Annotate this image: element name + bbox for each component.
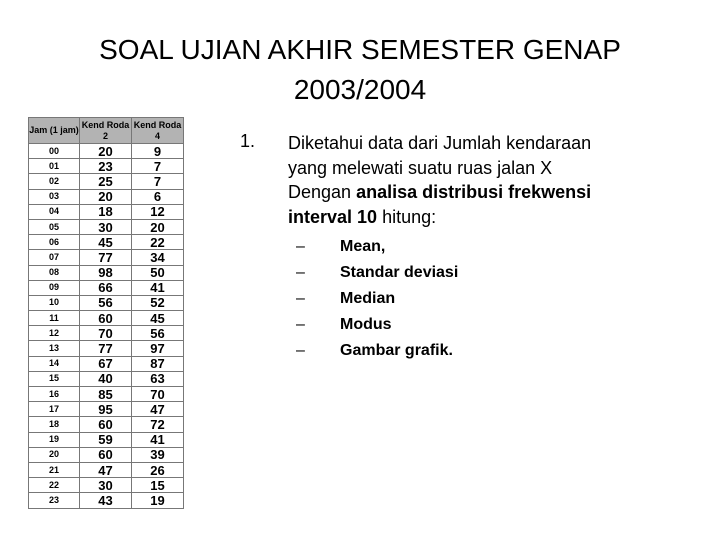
- cell-roda-2: 60: [80, 311, 132, 326]
- cell-roda-4: 12: [132, 204, 184, 219]
- cell-jam: 06: [29, 235, 80, 250]
- cell-jam: 10: [29, 295, 80, 310]
- cell-jam: 05: [29, 219, 80, 234]
- table-row: [29, 387, 184, 402]
- cell-jam: 03: [29, 189, 80, 204]
- table-row: [29, 356, 184, 371]
- cell-roda-4: 41: [132, 280, 184, 295]
- table-row: [29, 371, 184, 386]
- table-row: [29, 144, 184, 159]
- cell-roda-4: 52: [132, 295, 184, 310]
- cell-roda-2: 18: [80, 204, 132, 219]
- dash-bullet: –: [296, 264, 305, 281]
- cell-jam: 15: [29, 371, 80, 386]
- cell-jam: 00: [29, 144, 80, 159]
- cell-roda-2: 98: [80, 265, 132, 280]
- cell-roda-2: 23: [80, 159, 132, 174]
- header-jam: Jam (1 jam): [29, 118, 80, 144]
- traffic-data-table: [28, 117, 184, 509]
- cell-roda-4: 15: [132, 478, 184, 493]
- cell-jam: 19: [29, 432, 80, 447]
- cell-jam: 16: [29, 387, 80, 402]
- table-row: [29, 265, 184, 280]
- cell-roda-2: 47: [80, 462, 132, 477]
- table-row: [29, 432, 184, 447]
- task-item: [296, 260, 458, 286]
- cell-roda-2: 20: [80, 144, 132, 159]
- cell-jam: 02: [29, 174, 80, 189]
- dash-bullet: –: [296, 342, 305, 359]
- cell-roda-4: 41: [132, 432, 184, 447]
- question-line-1: Diketahui data dari Jumlah kendaraan: [288, 133, 592, 153]
- cell-jam: 12: [29, 326, 80, 341]
- table-row: [29, 219, 184, 234]
- title-line-2: 2003/2004: [293, 74, 427, 105]
- question-line-3: [288, 180, 688, 205]
- cell-jam: 20: [29, 447, 80, 462]
- cell-roda-4: 19: [132, 493, 184, 508]
- cell-roda-4: 47: [132, 402, 184, 417]
- header-roda-4: Kend Roda 4: [132, 118, 184, 144]
- cell-roda-2: 77: [80, 341, 132, 356]
- cell-roda-4: 7: [132, 159, 184, 174]
- cell-roda-2: 95: [80, 402, 132, 417]
- cell-jam: 18: [29, 417, 80, 432]
- cell-roda-2: 70: [80, 326, 132, 341]
- table-row: [29, 417, 184, 432]
- cell-roda-2: 30: [80, 478, 132, 493]
- table-row: [29, 493, 184, 508]
- cell-jam: 04: [29, 204, 80, 219]
- question-number: 1.: [240, 131, 256, 151]
- question-line-3-text: Dengan: [288, 182, 357, 202]
- cell-jam: 21: [29, 462, 80, 477]
- table-row: [29, 159, 184, 174]
- table-row: [29, 204, 184, 219]
- cell-jam: 08: [29, 265, 80, 280]
- cell-roda-2: 45: [80, 235, 132, 250]
- cell-roda-2: 40: [80, 371, 132, 386]
- cell-jam: 14: [29, 356, 80, 371]
- header-roda-2: Kend Roda 2: [80, 118, 132, 144]
- question-text: [288, 131, 688, 229]
- task-label: Median: [340, 290, 396, 307]
- cell-roda-2: 25: [80, 174, 132, 189]
- table-row: [29, 174, 184, 189]
- table-row: [29, 447, 184, 462]
- table-row: [29, 280, 184, 295]
- table-row: [29, 311, 184, 326]
- cell-roda-4: 87: [132, 356, 184, 371]
- task-item: [296, 286, 458, 312]
- cell-roda-2: 20: [80, 189, 132, 204]
- cell-roda-4: 70: [132, 387, 184, 402]
- question-line-4: [288, 205, 688, 230]
- cell-jam: 22: [29, 478, 80, 493]
- cell-roda-2: 60: [80, 417, 132, 432]
- task-label: Mean,: [340, 238, 386, 255]
- dash-bullet: –: [296, 238, 305, 255]
- slide-title: [0, 30, 720, 110]
- task-item: [296, 338, 458, 364]
- cell-roda-4: 56: [132, 326, 184, 341]
- cell-roda-4: 9: [132, 144, 184, 159]
- cell-roda-2: 30: [80, 219, 132, 234]
- task-label: Standar deviasi: [340, 264, 459, 281]
- cell-roda-2: 43: [80, 493, 132, 508]
- table-row: [29, 402, 184, 417]
- cell-jam: 09: [29, 280, 80, 295]
- cell-roda-4: 20: [132, 219, 184, 234]
- cell-roda-4: 6: [132, 189, 184, 204]
- cell-roda-2: 56: [80, 295, 132, 310]
- cell-roda-4: 39: [132, 447, 184, 462]
- cell-jam: 11: [29, 311, 80, 326]
- question-line-3-emphasis: analisa distribusi frekwensi: [356, 182, 592, 202]
- task-item: [296, 312, 458, 338]
- cell-roda-2: 59: [80, 432, 132, 447]
- cell-roda-4: 50: [132, 265, 184, 280]
- title-line-1: SOAL UJIAN AKHIR SEMESTER GENAP: [99, 34, 621, 65]
- cell-jam: 13: [29, 341, 80, 356]
- table-row: [29, 326, 184, 341]
- table-row: [29, 295, 184, 310]
- cell-roda-4: 97: [132, 341, 184, 356]
- table-row: [29, 478, 184, 493]
- cell-roda-2: 66: [80, 280, 132, 295]
- table-row: [29, 235, 184, 250]
- task-label: Modus: [340, 316, 392, 333]
- cell-roda-2: 77: [80, 250, 132, 265]
- question-line-2: yang melewati suatu ruas jalan X: [288, 157, 553, 178]
- cell-roda-4: 45: [132, 311, 184, 326]
- table-row: [29, 341, 184, 356]
- cell-jam: 07: [29, 250, 80, 265]
- cell-jam: 23: [29, 493, 80, 508]
- dash-bullet: –: [296, 290, 305, 307]
- task-item: [296, 234, 458, 260]
- cell-roda-4: 63: [132, 371, 184, 386]
- cell-roda-4: 26: [132, 462, 184, 477]
- table-row: [29, 189, 184, 204]
- table-row: [29, 462, 184, 477]
- cell-roda-4: 7: [132, 174, 184, 189]
- cell-roda-4: 34: [132, 250, 184, 265]
- question-line-4-text: hitung:: [377, 206, 437, 227]
- task-label: Gambar grafik.: [340, 342, 453, 359]
- cell-jam: 17: [29, 402, 80, 417]
- question-line-4-emphasis: interval 10: [288, 206, 378, 227]
- cell-jam: 01: [29, 159, 80, 174]
- task-list: [296, 234, 458, 364]
- cell-roda-4: 72: [132, 417, 184, 432]
- dash-bullet: –: [296, 316, 305, 333]
- cell-roda-2: 85: [80, 387, 132, 402]
- table-header-row: [29, 118, 184, 144]
- table-row: [29, 250, 184, 265]
- cell-roda-4: 22: [132, 235, 184, 250]
- cell-roda-2: 60: [80, 447, 132, 462]
- cell-roda-2: 67: [80, 356, 132, 371]
